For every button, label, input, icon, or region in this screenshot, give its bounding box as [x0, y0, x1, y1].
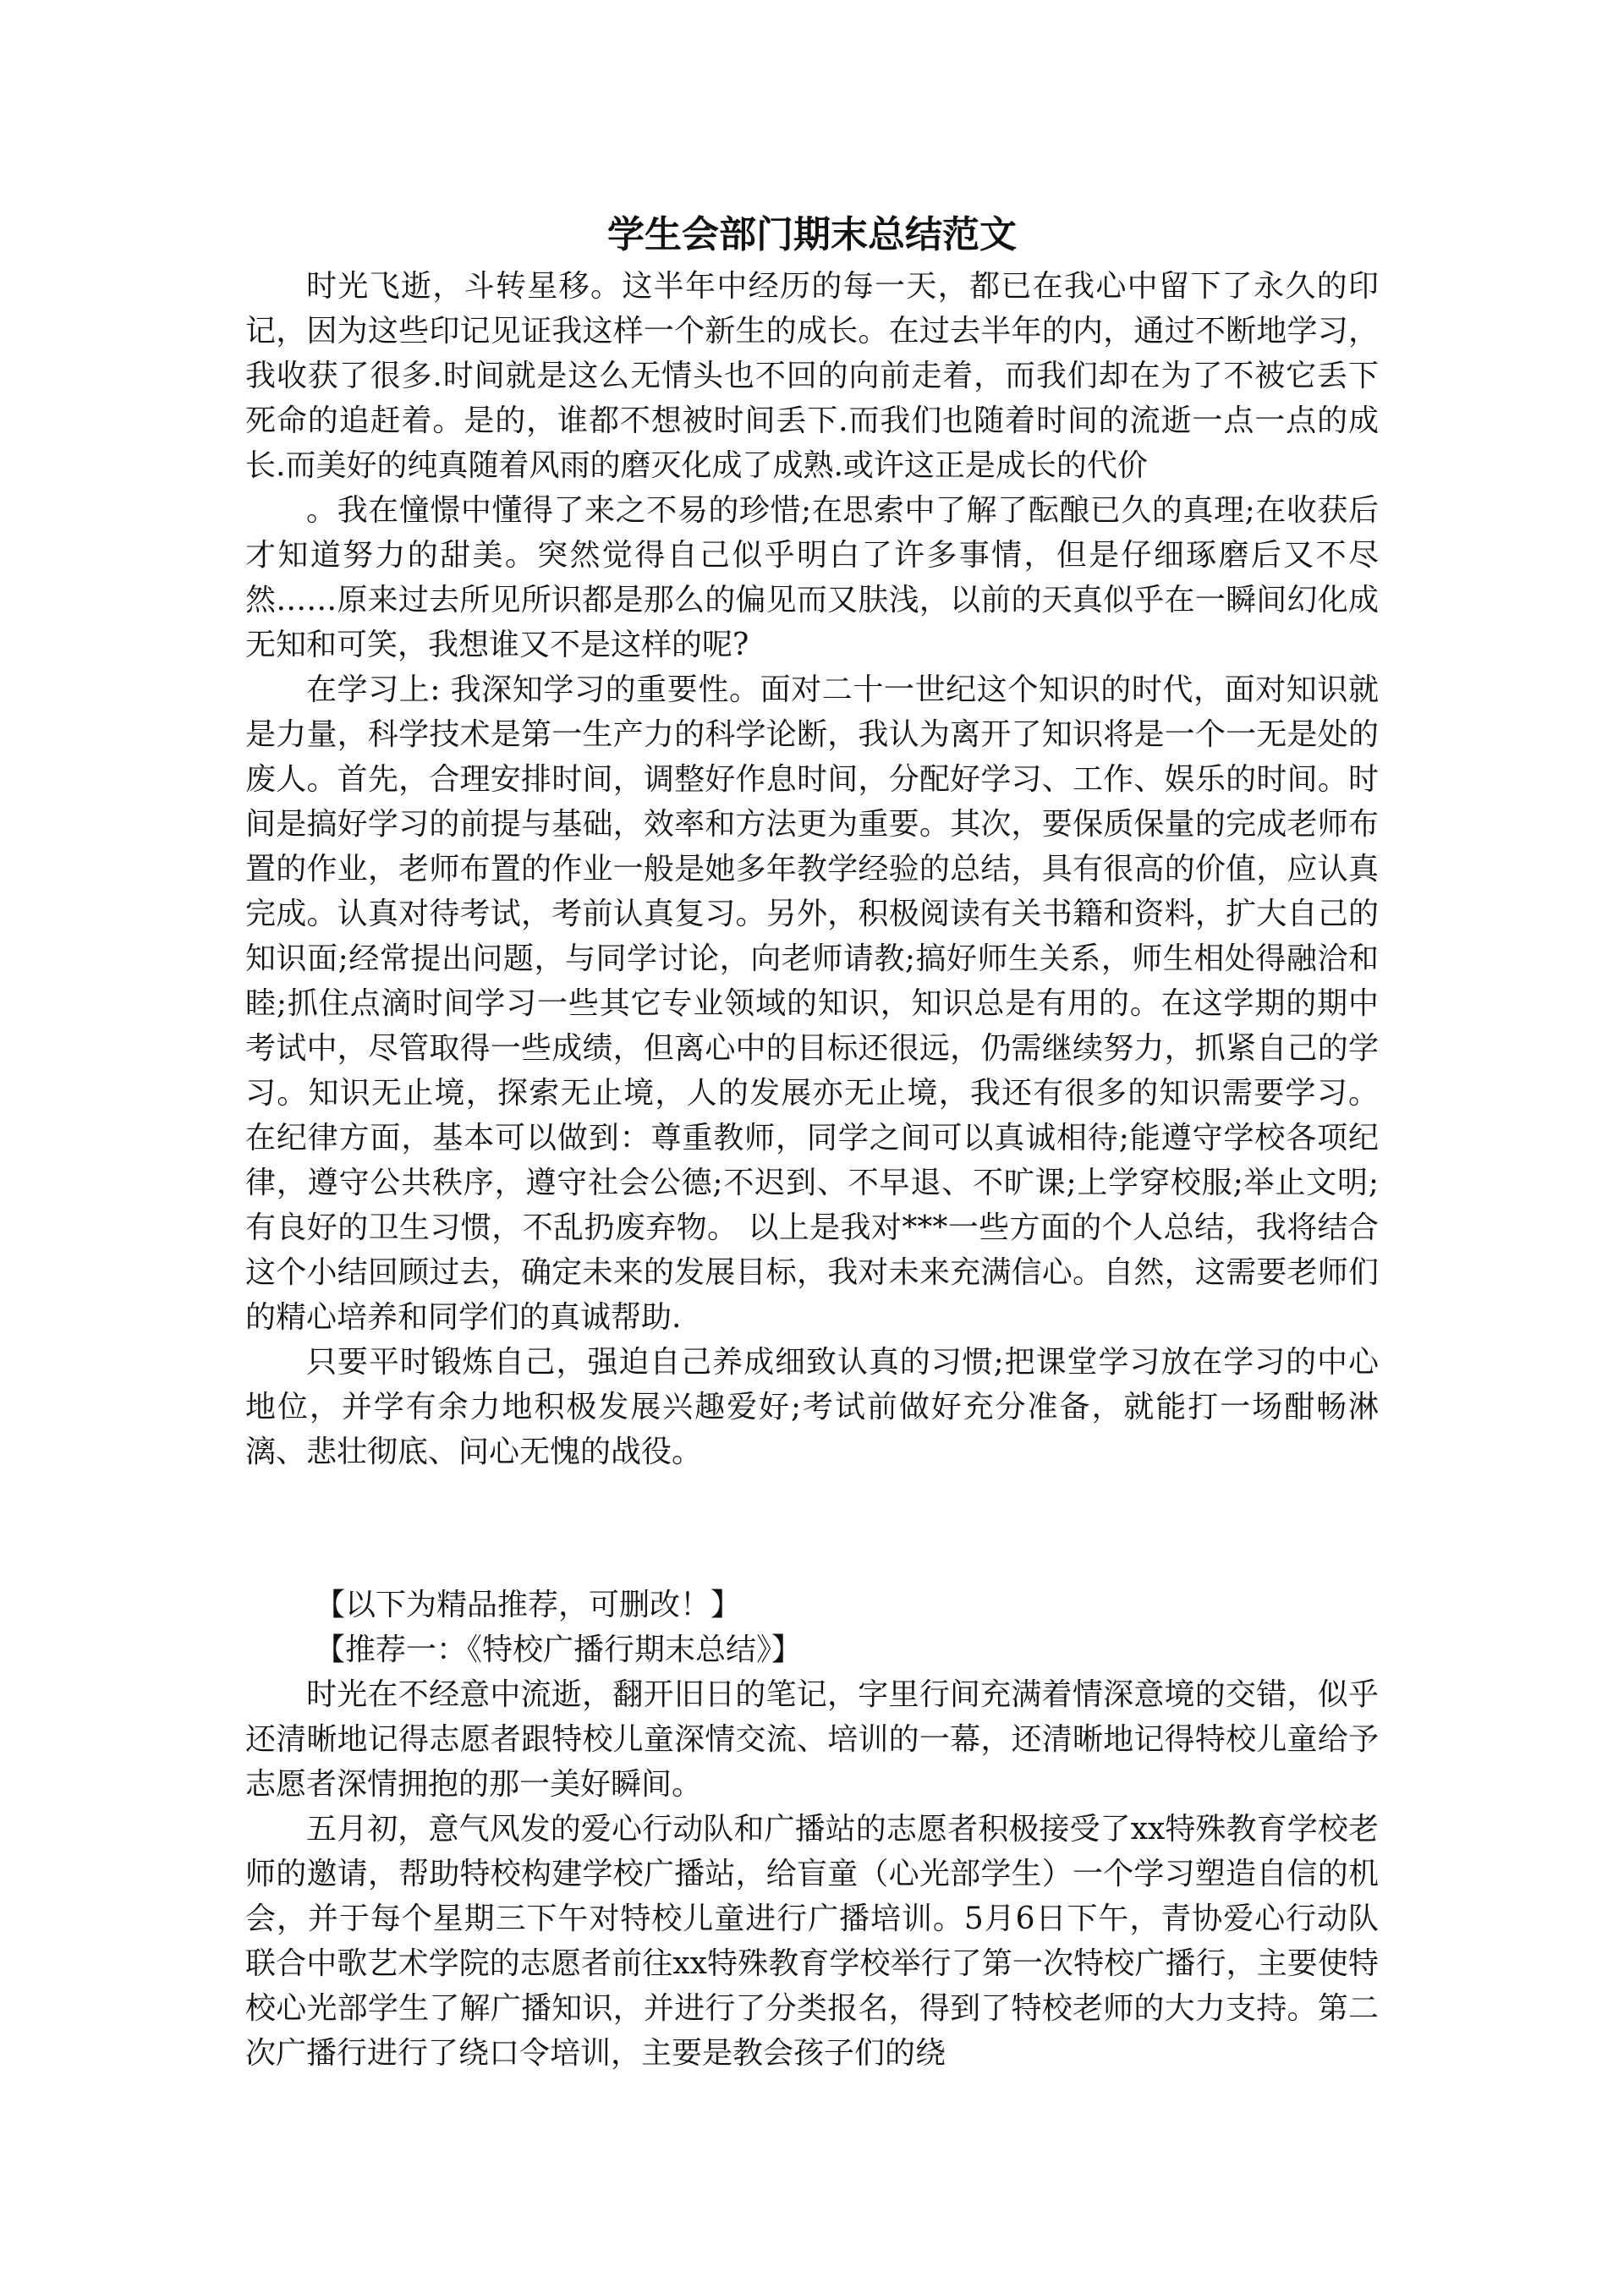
paragraph-study-discipline: 在学习上: 我深知学习的重要性。面对二十一世纪这个知识的时代，面对知识就是力量，科学技术是第一生产力的科学论断，我认为离开了知识将是一个一无是处的废人。首先，合理安排时间，调整好作息时间，分配好学习、工作、娱乐的时间。时间是搞好学习的前提与基础，效率和方法更为重要。其次，要保质保量的完成老师布置的作业，老师布置的作业一般是她多年教学经验的总结，具有很高的价值，应认真完成。认真对待考试，考前认真复习。另外，积极阅读有关书籍和资料，扩大自己的知识面;经常提出问题，与同学讨论，向老师请教;搞好师生关系，师生相处得融洽和睦;抓住点滴时间学习一些其它专业领域的知识，知识总是有用的。在这学期的期中考试中，尽管取得一些成绩，但离心中的目标还很远，仍需继续努力，抓紧自己的学习。知识无止境，探索无止境，人的发展亦无止境，我还有很多的知识需要学习。 在纪律方面，基本可以做到：尊重教师，同学之间可以真诚相待;能遵守学校各项纪律，遵守公共秩序，遵守社会公德;不迟到、不早退、不旷课;上学穿校服;举止文明; 有良好的卫生习惯，不乱扔废弃物。 以上是我对***一些方面的个人总结，我将结合这个小结回顾过去，确定未来的发展目标，我对未来充满信心。自然，这需要老师们的精心培养和同学们的真诚帮助.: [245, 672, 1379, 1335]
recommend-paragraph-1: 时光在不经意中流逝，翻开旧日的笔记，字里行间充满着情深意境的交错，似乎还清晰地记得志愿者跟特校儿童深情交流、培训的一幕，还清晰地记得特校儿童给予志愿者深情拥抱的那一美好瞬间。: [245, 1677, 1379, 1802]
paragraph-conclusion: 只要平时锻炼自己，强迫自己养成细致认真的习惯;把课堂学习放在学习的中心地位，并学有余力地积极发展兴趣爱好;考试前做好充分准备，就能打一场酣畅淋漓、悲壮彻底、问心无愧的战役。: [245, 1345, 1379, 1469]
paragraph-reflection: 。我在憧憬中懂得了来之不易的珍惜;在思索中了解了酝酿已久的真理;在收获后才知道努力的甜美。突然觉得自己似乎明白了许多事情，但是仔细琢磨后又不尽然……原来过去所见所识都是那么的偏见而又肤浅，以前的天真似乎在一瞬间幻化成无知和可笑，我想谁又不是这样的呢?: [245, 493, 1379, 662]
recommend-note: 【以下为精品推荐，可删改！】: [315, 1588, 742, 1622]
recommend-paragraph-2: 五月初，意气风发的爱心行动队和广播站的志愿者积极接受了xx特殊教育学校老师的邀请，帮助特校构建学校广播站，给盲童（心光部学生）一个学习塑造自信的机会，并于每个星期三下午对特校儿童进行广播培训。5月6日下午，青协爱心行动队联合中歌艺术学院的志愿者前往xx特殊教育学校举行了第一次特校广播行，主要使特校心光部学生了解广播知识，并进行了分类报名，得到了特校老师的大力支持。第二次广播行进行了绕口令培训，主要是教会孩子们的绕: [245, 1812, 1379, 2071]
document-body: [245, 210, 1379, 2076]
document-title: 学生会部门期末总结范文: [607, 213, 1017, 256]
recommend-title: 【推荐一：《特校广播行期末总结》】: [315, 1633, 803, 1667]
paragraph-intro: 时光飞逝，斗转星移。这半年中经历的每一天，都已在我心中留下了永久的印记，因为这些印记见证我这样一个新生的成长。在过去半年的内，通过不断地学习，我收获了很多.时间就是这么无情头也不回的向前走着，而我们却在为了不被它丢下死命的追赶着。是的，谁都不想被时间丢下.而我们也随着时间的流逝一点一点的成长.而美好的纯真随着风雨的磨灭化成了成熟.或许这正是成长的代价: [245, 269, 1379, 483]
section-spacer: [245, 1474, 1379, 1583]
